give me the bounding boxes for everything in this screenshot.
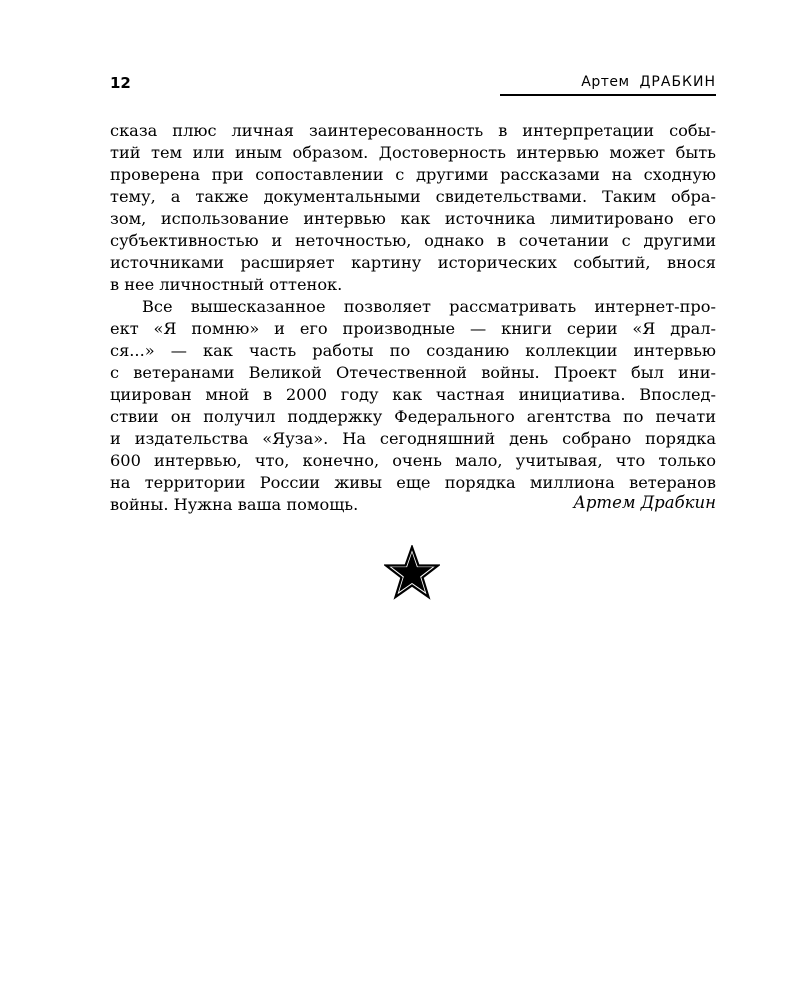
running-head (581, 74, 716, 90)
text-line: ствии он получил поддержку Федерального агентства по печати (110, 407, 716, 426)
body-text (110, 120, 716, 516)
text-line: на территории России живы еще порядка миллиона ветеранов (110, 473, 716, 492)
text-line: Все вышесказанное позволяет рассматривать интернет-про- (142, 297, 716, 316)
text-line: тему, а также документальными свидетельствами. Таким обра- (110, 187, 716, 206)
header-rule (500, 94, 716, 96)
running-head-last-name: ДРАБКИН (639, 74, 716, 90)
text-line: войны. Нужна ваша помощь. (110, 495, 359, 514)
author-signature: Артем Драбкин (573, 493, 716, 512)
text-line: источниками расширяет картину исторических событий, внося (110, 253, 716, 272)
text-line: ект «Я помню» и его производные — книги серии «Я драл- (110, 319, 716, 338)
text-line: субъективностью и неточностью, однако в сочетании с другими (110, 231, 716, 250)
running-head-first-name: Артем (581, 74, 630, 90)
star-icon (384, 545, 440, 601)
text-line: циирован мной в 2000 году как частная инициатива. Впослед- (110, 385, 716, 404)
text-line: в нее личностный оттенок. (110, 275, 343, 294)
text-line: и издательства «Яуза». На сегодняшний день собрано порядка (110, 429, 716, 448)
text-line: сказа плюс личная заинтересованность в интерпретации собы- (110, 121, 716, 140)
text-line: зом, использование интервью как источника лимитировано его (110, 209, 716, 228)
text-line: проверена при сопоставлении с другими рассказами на сходную (110, 165, 716, 184)
page-header (110, 72, 716, 96)
text-line: ся...» — как часть работы по созданию коллекции интервью (110, 341, 716, 360)
text-line: с ветеранами Великой Отечественной войны. Проект был ини- (110, 363, 716, 382)
page-number: 12 (110, 74, 131, 92)
text-line: 600 интервью, что, конечно, очень мало, учитывая, что только (110, 451, 716, 470)
text-line: тий тем или иным образом. Достоверность интервью может быть (110, 143, 716, 162)
